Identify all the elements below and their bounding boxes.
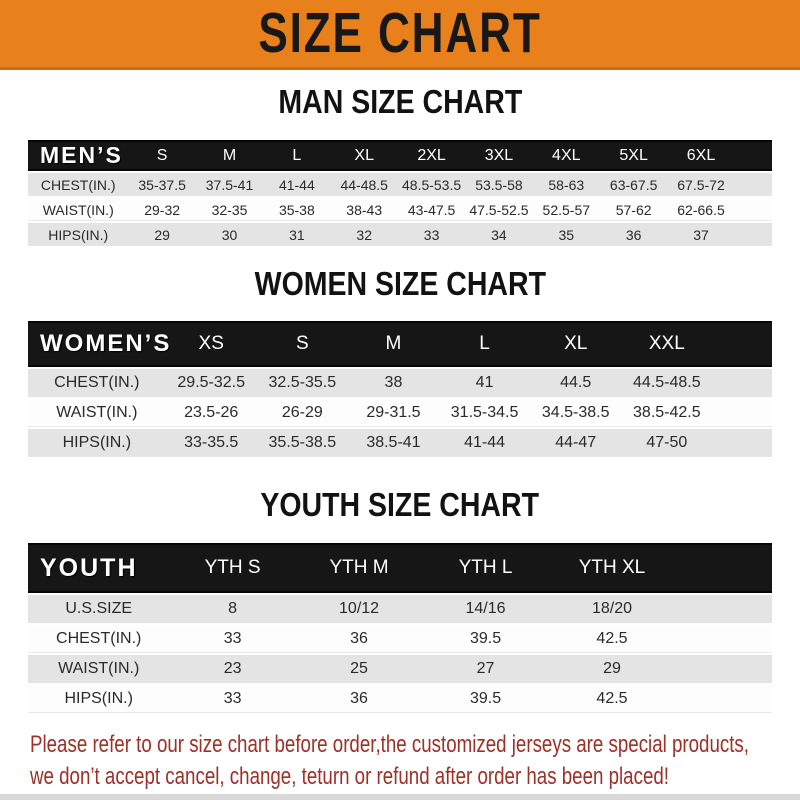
size-cell: 32 <box>331 221 398 246</box>
size-column-header: S <box>257 321 348 367</box>
size-cell: 42.5 <box>549 683 675 713</box>
size-column-header: M <box>196 140 263 171</box>
size-cell: 27 <box>422 653 548 683</box>
size-cell: 44.5-48.5 <box>621 367 712 397</box>
section-men <box>0 83 800 246</box>
row-label: WAIST(IN.) <box>28 653 169 683</box>
men-heading-text: MAN SIZE CHART <box>278 83 522 121</box>
table-row <box>28 593 772 623</box>
size-cell: 35-38 <box>263 196 330 221</box>
size-cell: 30 <box>196 221 263 246</box>
size-chart-sections <box>0 83 800 713</box>
section-women <box>0 265 800 457</box>
size-column-header: XS <box>166 321 257 367</box>
size-cell: 41-44 <box>439 427 530 457</box>
row-label: HIPS(IN.) <box>28 683 169 713</box>
size-column-header: 4XL <box>533 140 600 171</box>
size-column-header: 5XL <box>600 140 667 171</box>
size-column-header: XL <box>331 140 398 171</box>
table-row <box>28 397 772 427</box>
row-spacer <box>675 593 772 623</box>
women-header-label: WOMEN’S <box>28 321 166 367</box>
size-cell: 39.5 <box>422 683 548 713</box>
size-column-header: XL <box>530 321 621 367</box>
bottom-strip <box>0 794 800 800</box>
size-cell: 34.5-38.5 <box>530 397 621 427</box>
size-cell: 57-62 <box>600 196 667 221</box>
section-youth <box>0 486 800 713</box>
size-column-header: L <box>263 140 330 171</box>
table-row <box>28 367 772 397</box>
row-spacer <box>712 367 772 397</box>
table-row <box>28 653 772 683</box>
youth-size-table <box>28 543 772 713</box>
size-cell: 67.5-72 <box>667 171 734 196</box>
row-label: WAIST(IN.) <box>28 196 128 221</box>
size-cell: 34 <box>465 221 532 246</box>
size-cell: 52.5-57 <box>533 196 600 221</box>
size-cell: 44-47 <box>530 427 621 457</box>
size-cell: 42.5 <box>549 623 675 653</box>
youth-section-heading <box>0 486 800 524</box>
youth-heading-text: YOUTH SIZE CHART <box>260 486 540 524</box>
row-spacer <box>735 196 772 221</box>
size-cell: 53.5-58 <box>465 171 532 196</box>
size-cell: 18/20 <box>549 593 675 623</box>
men-section-heading <box>0 83 800 121</box>
size-cell: 29-32 <box>128 196 195 221</box>
size-cell: 38 <box>348 367 439 397</box>
size-cell: 25 <box>296 653 422 683</box>
size-cell: 8 <box>169 593 295 623</box>
size-cell: 31 <box>263 221 330 246</box>
men-header-label: MEN’S <box>28 140 128 171</box>
women-section-heading <box>0 265 800 303</box>
size-cell: 29-31.5 <box>348 397 439 427</box>
women-heading-text: WOMEN SIZE CHART <box>254 265 546 303</box>
women-header-row <box>28 321 772 367</box>
size-cell: 38-43 <box>331 196 398 221</box>
size-cell: 41-44 <box>263 171 330 196</box>
size-cell: 58-63 <box>533 171 600 196</box>
youth-header-label: YOUTH <box>28 543 169 593</box>
size-column-header: S <box>128 140 195 171</box>
size-cell: 43-47.5 <box>398 196 465 221</box>
note-line-2: we don’t accept cancel, change, teturn or refund after order has been placed! <box>30 763 669 790</box>
row-spacer <box>675 653 772 683</box>
size-cell: 36 <box>296 623 422 653</box>
header-spacer <box>712 321 772 367</box>
size-cell: 36 <box>296 683 422 713</box>
size-cell: 29 <box>128 221 195 246</box>
size-cell: 44-48.5 <box>331 171 398 196</box>
size-cell: 33 <box>398 221 465 246</box>
size-cell: 47-50 <box>621 427 712 457</box>
size-cell: 47.5-52.5 <box>465 196 532 221</box>
size-cell: 35.5-38.5 <box>257 427 348 457</box>
row-spacer <box>712 427 772 457</box>
youth-header-row <box>28 543 772 593</box>
table-row <box>28 427 772 457</box>
row-label: CHEST(IN.) <box>28 367 166 397</box>
size-cell: 23 <box>169 653 295 683</box>
size-cell: 37 <box>667 221 734 246</box>
size-cell: 39.5 <box>422 623 548 653</box>
size-cell: 41 <box>439 367 530 397</box>
size-column-header: 3XL <box>465 140 532 171</box>
row-label: WAIST(IN.) <box>28 397 166 427</box>
table-row <box>28 196 772 221</box>
size-column-header: YTH L <box>422 543 548 593</box>
size-cell: 36 <box>600 221 667 246</box>
row-spacer <box>675 683 772 713</box>
banner-title: SIZE CHART <box>258 2 542 65</box>
size-cell: 32.5-35.5 <box>257 367 348 397</box>
size-column-header: 2XL <box>398 140 465 171</box>
size-column-header: L <box>439 321 530 367</box>
size-cell: 48.5-53.5 <box>398 171 465 196</box>
size-cell: 38.5-42.5 <box>621 397 712 427</box>
row-label: HIPS(IN.) <box>28 427 166 457</box>
size-cell: 37.5-41 <box>196 171 263 196</box>
size-cell: 26-29 <box>257 397 348 427</box>
men-header-row <box>28 140 772 171</box>
size-cell: 35 <box>533 221 600 246</box>
row-label: CHEST(IN.) <box>28 623 169 653</box>
size-cell: 14/16 <box>422 593 548 623</box>
size-cell: 35-37.5 <box>128 171 195 196</box>
table-row <box>28 623 772 653</box>
women-size-table <box>28 321 772 457</box>
size-cell: 33 <box>169 623 295 653</box>
size-column-header: XXL <box>621 321 712 367</box>
header-spacer <box>735 140 772 171</box>
table-row <box>28 221 772 246</box>
size-cell: 33 <box>169 683 295 713</box>
banner <box>0 0 800 70</box>
size-cell: 29 <box>549 653 675 683</box>
row-spacer <box>712 397 772 427</box>
size-column-header: 6XL <box>667 140 734 171</box>
row-label: U.S.SIZE <box>28 593 169 623</box>
size-column-header: YTH S <box>169 543 295 593</box>
size-cell: 33-35.5 <box>166 427 257 457</box>
men-size-table <box>28 140 772 246</box>
size-column-header: YTH XL <box>549 543 675 593</box>
order-notes <box>30 729 800 793</box>
table-row <box>28 683 772 713</box>
size-cell: 23.5-26 <box>166 397 257 427</box>
row-spacer <box>735 171 772 196</box>
size-cell: 32-35 <box>196 196 263 221</box>
note-line-1: Please refer to our size chart before order,the customized jerseys are special products, <box>30 731 750 758</box>
size-cell: 38.5-41 <box>348 427 439 457</box>
row-label: HIPS(IN.) <box>28 221 128 246</box>
size-column-header: M <box>348 321 439 367</box>
size-cell: 44.5 <box>530 367 621 397</box>
size-column-header: YTH M <box>296 543 422 593</box>
row-spacer <box>675 623 772 653</box>
size-cell: 63-67.5 <box>600 171 667 196</box>
size-cell: 10/12 <box>296 593 422 623</box>
row-spacer <box>735 221 772 246</box>
table-row <box>28 171 772 196</box>
header-spacer <box>675 543 772 593</box>
row-label: CHEST(IN.) <box>28 171 128 196</box>
size-cell: 31.5-34.5 <box>439 397 530 427</box>
size-cell: 62-66.5 <box>667 196 734 221</box>
size-cell: 29.5-32.5 <box>166 367 257 397</box>
